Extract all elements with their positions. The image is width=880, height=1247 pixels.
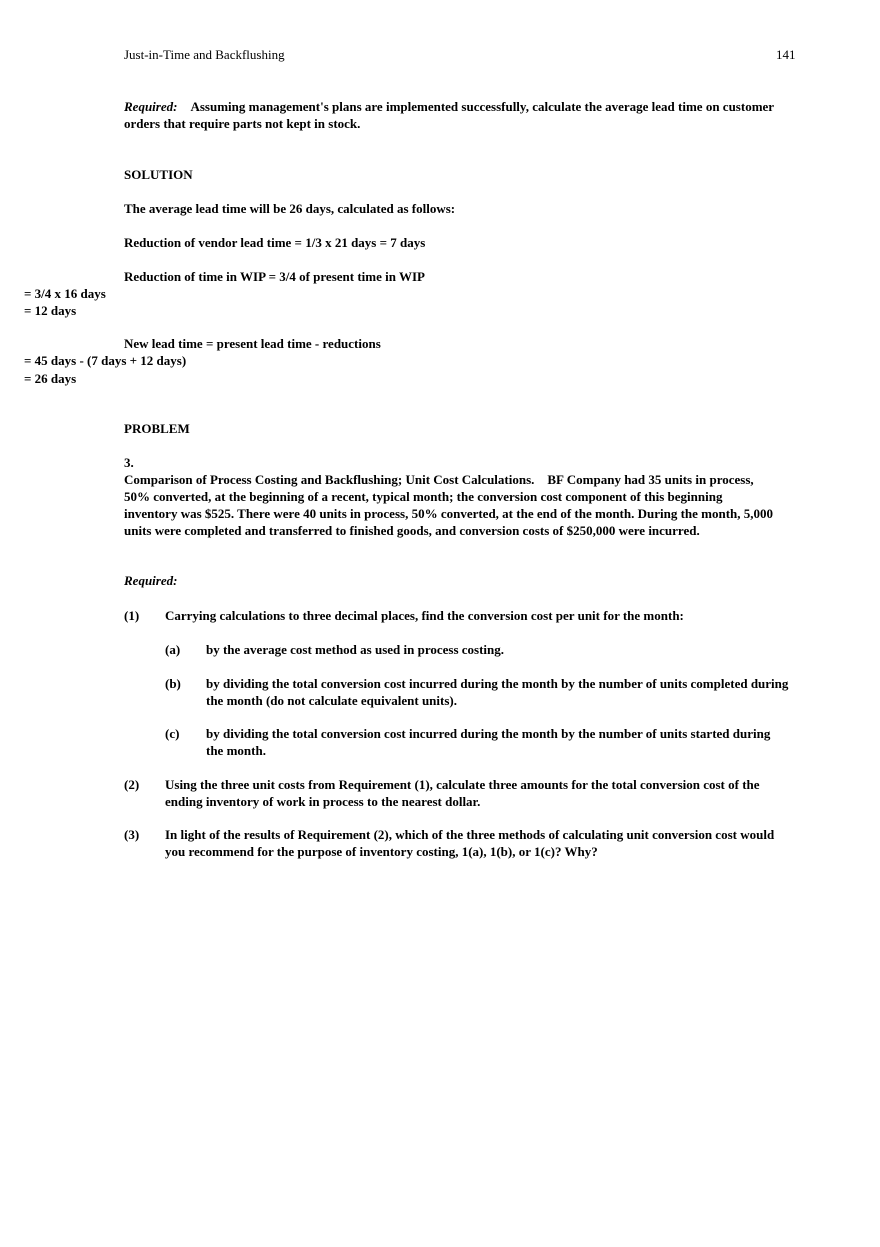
req2-text: Using the three unit costs from Requirement (1), calculate three amounts for the total conversion cost of the ending inventory of work in process to the nearest dollar. xyxy=(165,777,760,809)
req1-text: Carrying calculations to three decimal places, find the conversion cost per unit for the month: xyxy=(165,608,684,623)
new-lead-step-1: = 45 days - (7 days + 12 days) xyxy=(24,353,187,368)
req1a-text: by the average cost method as used in process costing. xyxy=(206,642,505,657)
new-lead-line: New lead time = present lead time - reductions xyxy=(124,336,381,351)
req1a-number: (a) xyxy=(165,642,181,657)
req1b-number: (b) xyxy=(165,676,181,691)
req3-text: In light of the results of Requirement (2), which of the three methods of calculating unit conversion cost would you recommend for the purpose of inventory costing, 1(a), 1(b), or 1(c)? Why? xyxy=(165,827,775,859)
new-lead-step-2: = 26 days xyxy=(24,371,77,386)
req1c-number: (c) xyxy=(165,726,180,741)
required-paragraph xyxy=(124,98,784,132)
problem-heading: PROBLEM xyxy=(124,421,190,436)
wip-step-2: = 12 days xyxy=(24,303,77,318)
problem-number: 3. xyxy=(124,455,134,470)
problem-required-label: Required: xyxy=(124,573,178,588)
req3-number: (3) xyxy=(124,827,140,842)
problem-paragraph xyxy=(124,471,774,539)
required-label: Required: xyxy=(124,99,178,114)
vendor-reduction-line: Reduction of vendor lead time = 1/3 x 21 days = 7 days xyxy=(124,235,426,250)
problem-body: BF Company had 35 units in process, 50% converted, at the beginning of a recent, typical month; the conversion cost component of this beginning inventory was $525. There were 40 units in process, 50% converted, at the end of the month. During the month, 5,000 units were completed and transferred to finished goods, and conversion costs of $250,000 were incurred. xyxy=(124,472,774,538)
required-text: Assuming management's plans are implemented successfully, calculate the average lead time on customer orders that require parts not kept in stock. xyxy=(124,99,774,131)
req1-number: (1) xyxy=(124,608,140,623)
running-title: Just-in-Time and Backflushing xyxy=(124,47,285,62)
solution-heading: SOLUTION xyxy=(124,167,193,182)
page-number: 141 xyxy=(776,47,796,62)
req1c-text: by dividing the total conversion cost incurred during the month by the number of units started during the month. xyxy=(206,726,771,758)
req2-number: (2) xyxy=(124,777,140,792)
wip-step-1: = 3/4 x 16 days xyxy=(24,286,106,301)
wip-reduction-line: Reduction of time in WIP = 3/4 of present time in WIP xyxy=(124,269,425,284)
problem-title: Comparison of Process Costing and Backflushing; Unit Cost Calculations. xyxy=(124,472,535,487)
solution-intro: The average lead time will be 26 days, calculated as follows: xyxy=(124,201,456,216)
req1b-text: by dividing the total conversion cost incurred during the month by the number of units completed during the month (do not calculate equivalent units). xyxy=(206,676,789,708)
